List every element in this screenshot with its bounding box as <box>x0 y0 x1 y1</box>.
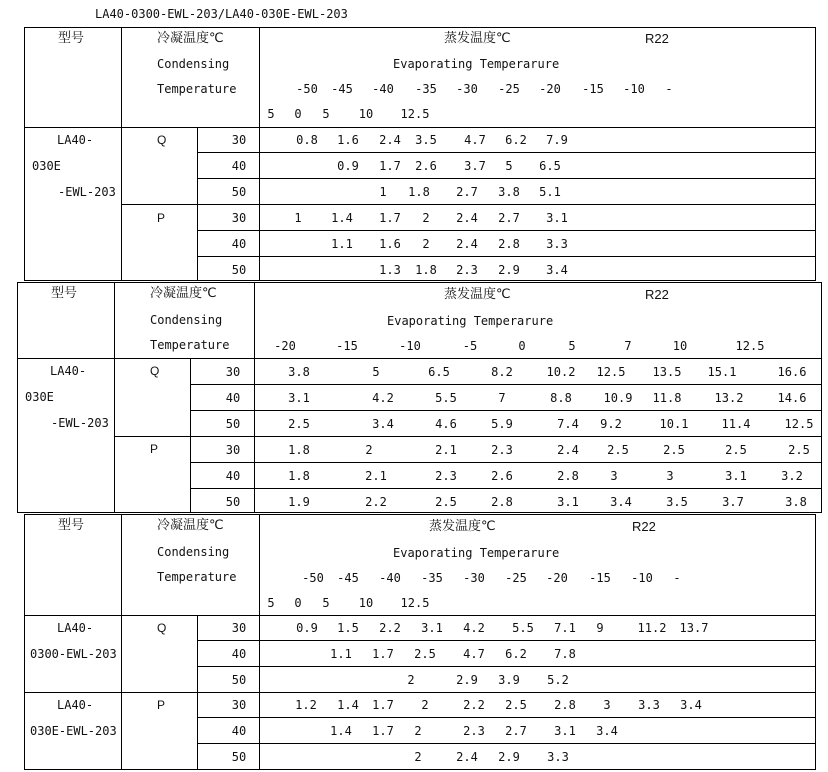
condensing-temp-en-2: Temperature <box>150 338 230 352</box>
condensing-temp: 40 <box>231 647 247 661</box>
table-cell: 2.4 <box>379 133 401 147</box>
condensing-temp: 40 <box>225 469 241 483</box>
table-cell: 5.5 <box>435 391 457 405</box>
evap-temp: - <box>673 571 681 585</box>
table-cell: 2.2 <box>379 621 401 635</box>
condensing-temp: 30 <box>225 365 241 379</box>
evap-temp: 0 <box>518 339 526 353</box>
table-cell: 3.8 <box>785 495 807 509</box>
condensing-temp: 50 <box>231 185 247 199</box>
document-title: LA40-0300-EWL-203/LA40-030E-EWL-203 <box>95 7 348 21</box>
condensing-temp: 30 <box>231 133 247 147</box>
table-cell: 11.4 <box>721 417 751 431</box>
table-cell: 4.6 <box>435 417 457 431</box>
condensing-temp-en-1: Condensing <box>150 313 223 327</box>
table-cell: 12.5 <box>784 417 814 431</box>
model-name: -EWL-203 <box>51 416 109 430</box>
evaporating-temp-en: Evaporating Temperarure <box>393 57 560 71</box>
condensing-temp: 40 <box>231 724 247 738</box>
table-cell: 7.9 <box>546 133 568 147</box>
table-cell: 9 <box>596 621 604 635</box>
table-cell: 16.6 <box>777 365 807 379</box>
table-cell: 10.2 <box>546 365 576 379</box>
table-cell: 5 <box>505 159 513 173</box>
table-cell: 2 <box>422 211 430 225</box>
evap-temp: 7 <box>624 339 632 353</box>
table-cell: 11.2 <box>637 621 667 635</box>
condensing-temp: 50 <box>231 750 247 764</box>
table-cell: 0.8 <box>296 133 318 147</box>
condensing-temp: 30 <box>231 698 247 712</box>
p-label: P <box>157 211 166 225</box>
table-cell: 1.2 <box>295 698 317 712</box>
table-cell: 5.1 <box>539 185 561 199</box>
refrigerant-label: R22 <box>632 519 656 534</box>
table-cell: 2 <box>407 673 415 687</box>
table-cell: 2 <box>422 237 430 251</box>
evap-temp: -40 <box>372 82 394 96</box>
table-cell: 2.4 <box>557 443 579 457</box>
table-cell: 1.1 <box>331 237 353 251</box>
condensing-temp: 30 <box>225 443 241 457</box>
table-cell: 4.7 <box>463 647 485 661</box>
table-cell: 2.1 <box>365 469 387 483</box>
evap-temp: -20 <box>546 571 568 585</box>
condensing-temp: 40 <box>231 159 247 173</box>
evap-temp: 5 <box>267 596 275 610</box>
table-cell: 3 <box>666 469 674 483</box>
condensing-temp: 50 <box>225 417 241 431</box>
model-name: LA40- <box>50 364 87 378</box>
evap-temp: -45 <box>337 571 359 585</box>
model-header: 型号 <box>58 31 85 46</box>
table-cell: 7.1 <box>554 621 576 635</box>
model-name: 030E <box>32 159 61 173</box>
table-cell: 0.9 <box>337 159 359 173</box>
evaporating-temp-cn: 蒸发温度℃ <box>444 287 511 302</box>
table-cell: 4.7 <box>464 133 486 147</box>
model-name: LA40- <box>57 133 94 147</box>
table-cell: 5.2 <box>547 673 569 687</box>
evap-temp: 0 <box>294 596 302 610</box>
model-header: 型号 <box>58 518 85 533</box>
table-cell: 2.7 <box>505 724 527 738</box>
condensing-temp: 50 <box>225 495 241 509</box>
table-cell: 3.4 <box>372 417 394 431</box>
p-label: P <box>150 442 159 456</box>
table-cell: 3.3 <box>638 698 660 712</box>
table-cell: 4.2 <box>463 621 485 635</box>
table-cell: 3.9 <box>498 673 520 687</box>
table-cell: 3.7 <box>722 495 744 509</box>
condensing-temp: 40 <box>231 237 247 251</box>
evap-temp: - <box>665 82 673 96</box>
model-name: 030E-EWL-203 <box>30 724 117 738</box>
table-cell: 3.1 <box>288 391 310 405</box>
table-cell: 2.6 <box>491 469 513 483</box>
table-cell: 3.3 <box>547 750 569 764</box>
table-cell: 2.3 <box>463 724 485 738</box>
evaporating-temp-cn: 蒸发温度℃ <box>429 519 496 534</box>
evap-temp: 5 <box>322 596 330 610</box>
table-cell: 7 <box>498 391 506 405</box>
table-cell: 2.7 <box>456 185 478 199</box>
condensing-temp-en-2: Temperature <box>157 82 237 96</box>
condensing-temp-en-1: Condensing <box>157 57 230 71</box>
table-cell: 3.2 <box>781 469 803 483</box>
table-cell: 3.1 <box>725 469 747 483</box>
evap-temp: -20 <box>274 339 296 353</box>
condensing-temp: 50 <box>231 673 247 687</box>
condensing-temp: 30 <box>231 621 247 635</box>
condensing-temp-cn: 冷凝温度℃ <box>157 31 224 46</box>
model-name: LA40- <box>57 621 94 635</box>
table-cell: 7.4 <box>557 417 579 431</box>
table-cell: 2.5 <box>435 495 457 509</box>
model-name: -EWL-203 <box>58 185 116 199</box>
evap-temp: -5 <box>462 339 478 353</box>
evap-temp: -25 <box>505 571 527 585</box>
table-cell: 5 <box>372 365 380 379</box>
evap-temp: -45 <box>331 82 353 96</box>
table-cell: 1.9 <box>288 495 310 509</box>
evap-temp: 10 <box>672 339 688 353</box>
table-cell: 2 <box>414 724 422 738</box>
table-cell: 3.7 <box>464 159 486 173</box>
q-label: Q <box>157 133 167 147</box>
table-cell: 1.5 <box>337 621 359 635</box>
table-cell: 4.2 <box>372 391 394 405</box>
table-cell: 3.1 <box>421 621 443 635</box>
table-cell: 2.9 <box>456 673 478 687</box>
evap-temp: -35 <box>415 82 437 96</box>
table-cell: 14.6 <box>777 391 807 405</box>
table-cell: 1.3 <box>379 263 401 277</box>
condensing-temp: 30 <box>231 211 247 225</box>
evap-temp: 12.5 <box>400 596 430 610</box>
table-cell: 8.2 <box>491 365 513 379</box>
q-label: Q <box>150 364 160 378</box>
table-cell: 6.2 <box>505 133 527 147</box>
table-cell: 2.7 <box>498 211 520 225</box>
model-name: 0300-EWL-203 <box>30 647 117 661</box>
table-cell: 1.7 <box>379 211 401 225</box>
evap-temp: 12.5 <box>735 339 765 353</box>
table-cell: 3 <box>610 469 618 483</box>
table-cell: 2.5 <box>505 698 527 712</box>
table-cell: 3.4 <box>680 698 702 712</box>
table-cell: 10.9 <box>603 391 633 405</box>
condensing-temp: 40 <box>225 391 241 405</box>
table-cell: 2.3 <box>456 263 478 277</box>
table-cell: 2.2 <box>365 495 387 509</box>
evap-temp: -10 <box>631 571 653 585</box>
model-name: 030E <box>25 390 54 404</box>
model-header: 型号 <box>51 286 78 301</box>
table-cell: 3.1 <box>546 211 568 225</box>
evap-temp: 0 <box>294 107 302 121</box>
table-cell: 1.6 <box>337 133 359 147</box>
evap-temp: 12.5 <box>400 107 430 121</box>
table-cell: 6.5 <box>428 365 450 379</box>
table-cell: 9.2 <box>600 417 622 431</box>
table-cell: 3.5 <box>666 495 688 509</box>
table-cell: 1.1 <box>330 647 352 661</box>
table-cell: 2.4 <box>456 211 478 225</box>
table-cell: 5.5 <box>512 621 534 635</box>
evaporating-temp-en: Evaporating Temperarure <box>387 314 554 328</box>
table-cell: 2.8 <box>498 237 520 251</box>
table-cell: 3.4 <box>596 724 618 738</box>
table-cell: 3 <box>603 698 611 712</box>
table-cell: 3.3 <box>546 237 568 251</box>
table-cell: 2.8 <box>491 495 513 509</box>
table-cell: 1 <box>379 185 387 199</box>
model-name: LA40- <box>57 698 94 712</box>
table-cell: 1.4 <box>331 211 353 225</box>
evap-temp: 10 <box>358 107 374 121</box>
refrigerant-label: R22 <box>645 287 669 302</box>
table-cell: 2 <box>365 443 373 457</box>
evap-temp: 5 <box>568 339 576 353</box>
table-cell: 1.8 <box>415 263 437 277</box>
table-cell: 8.8 <box>550 391 572 405</box>
evap-temp: -40 <box>379 571 401 585</box>
table-cell: 1.7 <box>379 159 401 173</box>
evap-temp: -30 <box>456 82 478 96</box>
table-cell: 13.5 <box>652 365 682 379</box>
evap-temp: -20 <box>539 82 561 96</box>
evap-temp: -30 <box>463 571 485 585</box>
table-cell: 2.4 <box>456 237 478 251</box>
table-cell: 3.1 <box>557 495 579 509</box>
table-cell: 0.9 <box>296 621 318 635</box>
table-cell: 3.4 <box>610 495 632 509</box>
table-cell: 12.5 <box>596 365 626 379</box>
table-cell: 1.7 <box>372 647 394 661</box>
refrigerant-label: R22 <box>645 31 669 46</box>
table-cell: 2.8 <box>554 698 576 712</box>
table-cell: 13.7 <box>679 621 709 635</box>
table-cell: 1.8 <box>288 469 310 483</box>
table-cell: 3.5 <box>415 133 437 147</box>
table-cell: 2.5 <box>414 647 436 661</box>
table-cell: 2.5 <box>725 443 747 457</box>
evap-temp: 5 <box>267 107 275 121</box>
table-cell: 2.3 <box>491 443 513 457</box>
condensing-temp-en-2: Temperature <box>157 570 237 584</box>
p-label: P <box>157 698 166 712</box>
evap-temp: -15 <box>582 82 604 96</box>
condensing-temp-cn: 冷凝温度℃ <box>150 286 217 301</box>
evap-temp: -50 <box>302 571 324 585</box>
table-cell: 2.8 <box>557 469 579 483</box>
evap-temp: -10 <box>623 82 645 96</box>
table-cell: 2 <box>414 750 422 764</box>
table-cell: 2.3 <box>435 469 457 483</box>
table-cell: 2.5 <box>663 443 685 457</box>
table-cell: 2 <box>421 698 429 712</box>
condensing-temp-en-1: Condensing <box>157 545 230 559</box>
table-cell: 3.8 <box>288 365 310 379</box>
table-cell: 7.8 <box>554 647 576 661</box>
evap-temp: -35 <box>421 571 443 585</box>
table-cell: 5.9 <box>491 417 513 431</box>
table-cell: 1.7 <box>372 724 394 738</box>
condensing-temp-cn: 冷凝温度℃ <box>157 518 224 533</box>
table-cell: 1.4 <box>337 698 359 712</box>
table-cell: 1 <box>294 211 302 225</box>
table-cell: 10.1 <box>659 417 689 431</box>
table-cell: 1.8 <box>288 443 310 457</box>
table-cell: 3.8 <box>498 185 520 199</box>
table-cell: 2.9 <box>498 263 520 277</box>
table-cell: 2.1 <box>435 443 457 457</box>
table-cell: 2.9 <box>498 750 520 764</box>
table-cell: 1.6 <box>379 237 401 251</box>
table-cell: 1.8 <box>408 185 430 199</box>
evap-temp: -25 <box>498 82 520 96</box>
table-cell: 3.4 <box>546 263 568 277</box>
table-cell: 11.8 <box>652 391 682 405</box>
evap-temp: -50 <box>296 82 318 96</box>
table-cell: 6.2 <box>505 647 527 661</box>
evap-temp: 10 <box>358 596 374 610</box>
table-cell: 1.4 <box>330 724 352 738</box>
evap-temp: 5 <box>322 107 330 121</box>
table-cell: 2.2 <box>463 698 485 712</box>
evap-temp: -15 <box>589 571 611 585</box>
table-cell: 3.1 <box>554 724 576 738</box>
table-cell: 2.5 <box>607 443 629 457</box>
table-cell: 2.5 <box>788 443 810 457</box>
evap-temp: -10 <box>399 339 421 353</box>
condensing-temp: 50 <box>231 263 247 277</box>
table-cell: 1.7 <box>372 698 394 712</box>
table-cell: 2.4 <box>456 750 478 764</box>
table-cell: 2.5 <box>288 417 310 431</box>
table-cell: 2.6 <box>415 159 437 173</box>
evaporating-temp-cn: 蒸发温度℃ <box>444 31 511 46</box>
q-label: Q <box>157 621 167 635</box>
table-cell: 13.2 <box>714 391 744 405</box>
evaporating-temp-en: Evaporating Temperarure <box>393 546 560 560</box>
evap-temp: -15 <box>336 339 358 353</box>
table-cell: 6.5 <box>539 159 561 173</box>
table-cell: 15.1 <box>707 365 737 379</box>
